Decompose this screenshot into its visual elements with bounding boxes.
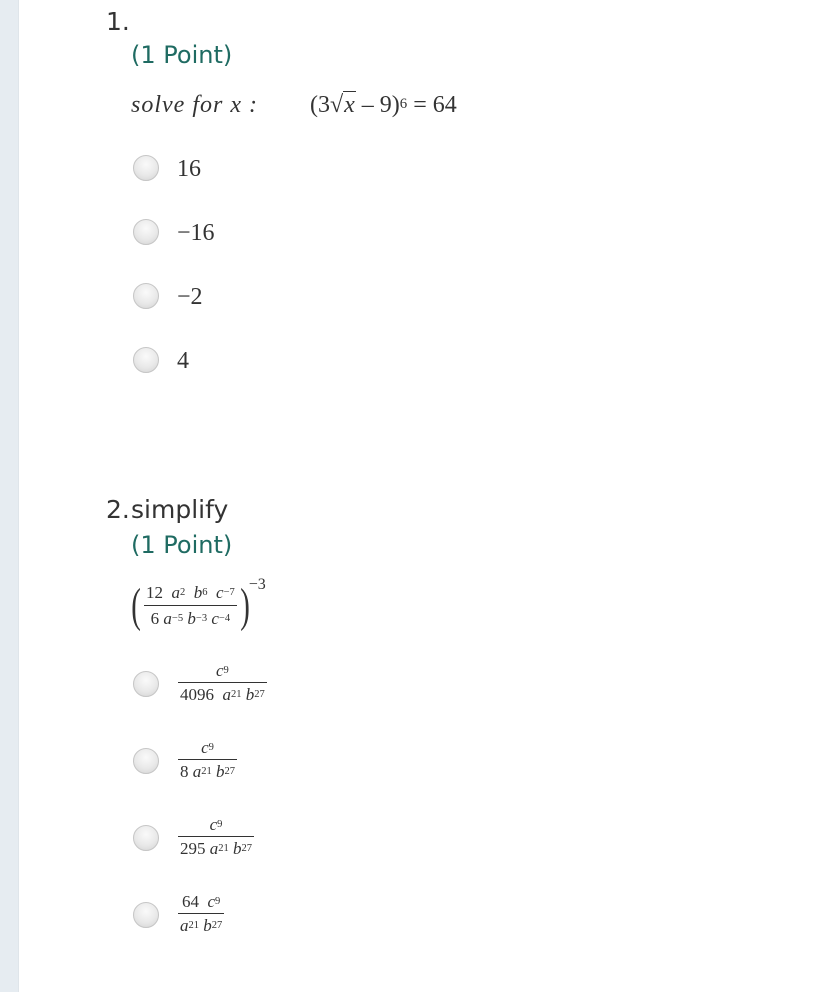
q1-option-3-label: −2 [177,284,203,310]
left-paren: ( [131,579,141,632]
q2-option-4-radio[interactable] [133,902,159,928]
stem-expression: (3√x – 9)$^6$ = 64 [309,92,457,118]
q1-option-2-radio[interactable] [133,219,159,245]
question-1-number: 1. [106,7,130,36]
q1-option-4-label: 4 [177,348,189,374]
question-2-expression [128,576,266,632]
stem-words: solve for x : [131,92,258,118]
q2-option-3-label: $\frac{c^9}{295 a^{21} b^{27}}$ [180,815,253,858]
outer-exponent: −3 [248,576,266,593]
q1-option-4-radio[interactable] [133,347,159,373]
question-1-points: (1 Point) [131,41,233,69]
question-2-number: 2. [106,495,130,524]
question-1-stem [131,93,457,117]
question-2-title: simplify [131,495,229,524]
q1-option-1-radio[interactable] [133,155,159,181]
question-2-points: (1 Point) [131,531,233,559]
q2-option-1-label: $\frac{c^9}{4096 a^{21} b^{27}}$ [180,661,265,704]
sqrt-symbol: √x [329,92,355,118]
expression-fraction: $\frac{12 a^2 b^6 c^{-7}}{6 a^{-5} b^{-3} c^{-4}}$ [145,583,235,628]
q1-option-2-label: −16 [177,220,215,246]
q1-option-1-label: 16 [177,156,201,182]
left-rail [0,0,19,992]
q2-option-3-radio[interactable] [133,825,159,851]
q2-option-4-label: $\frac{64 c^9}{a^{21} b^{27}}$ [180,892,223,935]
right-paren: ) [239,579,250,632]
q2-option-2-label: $\frac{c^9}{8 a^{21} b^{27}}$ [180,738,236,781]
q2-option-1-radio[interactable] [133,671,159,697]
q1-option-3-radio[interactable] [133,283,159,309]
q2-option-2-radio[interactable] [133,748,159,774]
